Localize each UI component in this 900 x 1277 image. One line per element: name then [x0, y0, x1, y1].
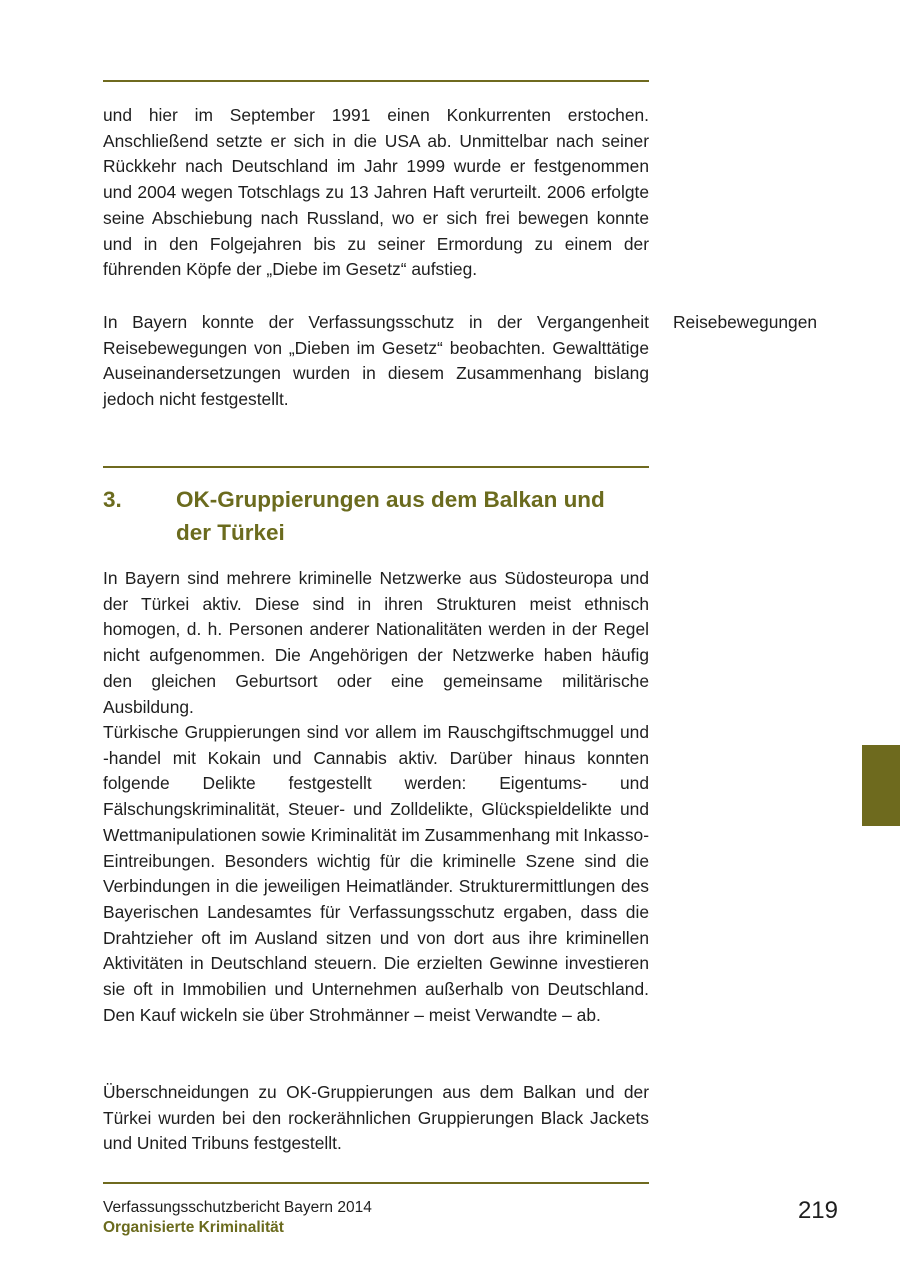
paragraph-text: und hier im September 1991 einen Konkurrenten erstochen. Anschließend setzte er sich in die USA ab. Unmittelbar nach seiner Rückkehr nach Deutschland im Jahr 1999 wurde er festgenommen und 2004 wegen Totschlags zu 13 Jahren Haft verurteilt. 2006 erfolgte seine Abschiebung nach Russland, wo er sich frei bewegen konnte und in den Folgejahren bis zu seiner Ermordung zu einem der führenden Köpfe der „Diebe im Gesetz“ aufstieg.: [103, 105, 649, 280]
section-title: OK-Gruppierungen aus dem Balkan und der Türkei: [176, 487, 605, 545]
footer-report-title: Verfassungsschutzbericht Bayern 2014: [103, 1199, 372, 1216]
page-number: 219: [797, 1197, 838, 1224]
section-rule: [103, 466, 649, 468]
paragraph-text: In Bayern sind mehrere kriminelle Netzwerke aus Südosteuropa und der Türkei aktiv. Diese sind in ihren Strukturen meist ethnisch homogen, d. h. Personen anderer Nationalitäten werden in der Regel nicht aufgenommen. Die Angehörigen der Netzwerke haben häufig den gleichen Geburtsort oder eine gemeinsame militärische Ausbildung.: [103, 568, 649, 717]
paragraph-text: Türkische Gruppierungen sind vor allem im Rauschgiftschmuggel und -handel mit Kokain und Cannabis aktiv. Darüber hinaus konnten folgende Delikte festgestellt werden: Eigentums- und Fälschungskriminalität, Steuer- und Zolldelikte, Glückspieldelikte und Wettmanipulationen sowie Kriminalität im Zusammenhang mit Inkasso-Eintreibungen. Besonders wichtig für die kriminelle Szene sind die Verbindungen in die jeweiligen Heimatländer. Strukturermittlungen des Bayerischen Landesamtes für Verfassungsschutz ergaben, dass die Drahtzieher oft im Ausland sitzen und von dort aus ihre kriminellen Aktivitäten in Deutschland steuern. Die erzielten Gewinne investieren sie oft in Immobilien und Unternehmen außerhalb von Deutschland. Den Kauf wickeln sie über Strohmänner – meist Verwandte – ab.: [103, 722, 649, 1025]
footer-rule: [103, 1182, 649, 1184]
paragraph-text: Überschneidungen zu OK-Gruppierungen aus dem Balkan und der Türkei wurden bei den rockerähnlichen Gruppierungen Black Jackets und United Tribuns festgestellt.: [103, 1082, 649, 1154]
paragraph-text: In Bayern konnte der Verfassungsschutz in der Vergangenheit Reisebewegungen von „Dieben im Gesetz“ beobachten. Gewalttätige Auseinandersetzungen wurden in diesem Zusammenhang bislang jedoch nicht festgestellt.: [103, 312, 649, 410]
top-rule: [103, 80, 649, 82]
chapter-thumb-tab: [862, 745, 900, 826]
section-number: 3.: [103, 487, 122, 512]
margin-note: Reisebewegungen: [673, 312, 818, 332]
footer-chapter-title: Organisierte Kriminalität: [103, 1219, 284, 1236]
